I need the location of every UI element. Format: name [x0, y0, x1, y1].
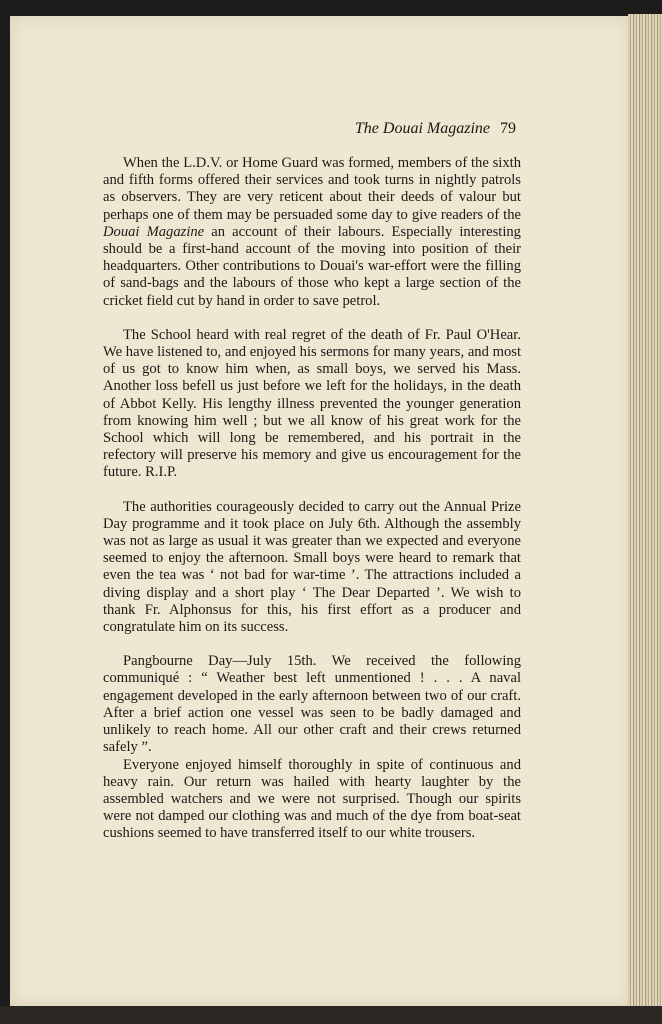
- running-header: [0, 120, 516, 138]
- running-header-title: The Douai Magazine: [354, 120, 490, 137]
- article-body: [103, 155, 521, 843]
- book-bottom-edge: [0, 1006, 662, 1024]
- page-number: 79: [500, 120, 516, 137]
- magazine-title-italic: Douai Magazine: [103, 223, 205, 240]
- paragraph-prize-day: The authorities courageously decided to carry out the Annual Prize Day programme and it took place on July 6th. Although the assembly was not as large as usual it was greater than we expected and everyone seemed to enjoy the afternoon. Small boys were heard to remark that even the tea was ‘ not bad for war-time ’. The attractions included a diving display and a short play ‘ The Dear Departed ’. We wish to thank Fr. Alphonsus for this, his first effort as a producer and congratulate him on its success.: [103, 498, 521, 636]
- paragraph-obituaries: The School heard with real regret of the death of Fr. Paul O'Hear. We have listened to, and enjoyed his sermons for many years, and most of us got to know him when, as small boys, we served his Mass. Another loss befell us just before we left for the holidays, in the death of Abbot Kelly. His lengthy illness prevented the younger generation from knowing him well ; but we all know of his great work for the School which will long be remembered, and his portrait in the refectory will preserve his memory and give us encouragement for the future. R.I.P.: [103, 326, 521, 481]
- paragraph-pangbourne-day: Pangbourne Day—July 15th. We received the following communiqué : “ Weather best left unmentioned ! . . . A naval engagement developed in the early afternoon between two of our craft. After a brief action one vessel was seen to be badly damaged and unlikely to reach home. All our other craft and their crews returned safely ”.: [103, 653, 521, 756]
- paragraph-home-guard: When the L.D.V. or Home Guard was formed, members of the sixth and fifth forms offered their services and took turns in nightly patrols as observers. They are very reticent about their deeds of valour but perhaps one of them may be persuaded some day to give readers of the Douai Magazine an account of their labours. Especially interesting should be a first-hand account of the moving into position of their headquarters. Other contributions to Douai's war-effort were the filling of sand-bags and the labours of those who kept a large section of the cricket field cut by hand in order to save petrol.: [103, 155, 521, 309]
- page-edges: [628, 14, 662, 1008]
- paragraph-rain: Everyone enjoyed himself thoroughly in spite of continuous and heavy rain. Our return was hailed with hearty laughter by the assembled watchers and we were not surprised. Though our spirits were not damped our clothing was and much of the dye from boat-seat cushions seemed to have transferred itself to our white trousers.: [103, 756, 521, 842]
